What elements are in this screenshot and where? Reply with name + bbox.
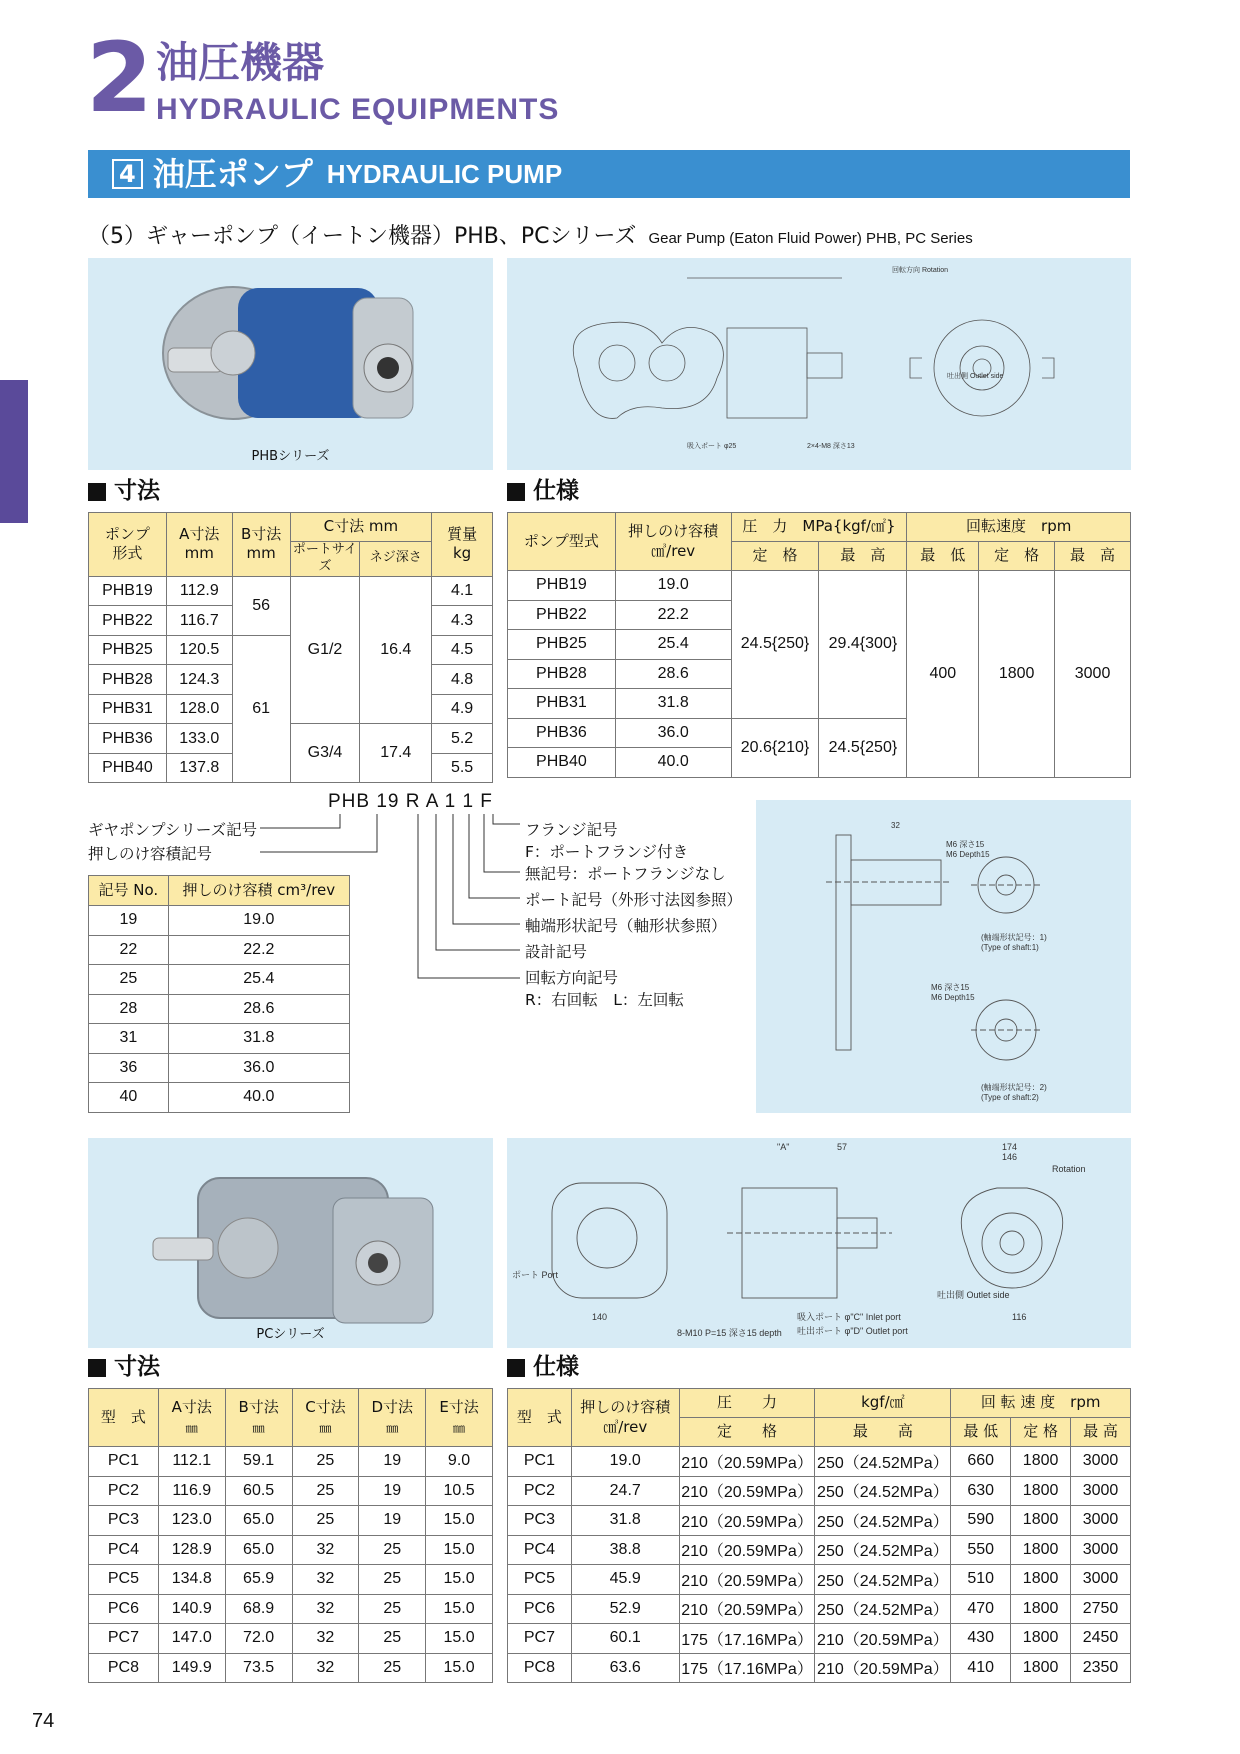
table-cell: 15.0 bbox=[426, 1594, 493, 1624]
table-cell: 175（17.16MPa） bbox=[679, 1624, 815, 1654]
section-number: 4 bbox=[112, 159, 143, 189]
table-cell: PC5 bbox=[508, 1565, 572, 1595]
table-cell: 25 bbox=[292, 1506, 359, 1536]
table-cell: 410 bbox=[951, 1653, 1011, 1683]
table-cell: 19.0 bbox=[615, 571, 731, 601]
phb-dim-col-a: A寸法 mm bbox=[166, 513, 232, 577]
subtitle-jp: （5）ギャーポンプ（イートン機器）PHB、PCシリーズ bbox=[88, 224, 637, 249]
table-cell: 128.0 bbox=[166, 694, 232, 724]
table-cell: 25 bbox=[359, 1565, 426, 1595]
table-row bbox=[89, 1624, 493, 1654]
table-cell: PC2 bbox=[508, 1476, 572, 1506]
table-cell: PC4 bbox=[508, 1535, 572, 1565]
shaft2-type-label: (軸端形状記号：2) bbox=[981, 1083, 1047, 1092]
table-cell: 3000 bbox=[1055, 571, 1131, 778]
table-cell: 15.0 bbox=[426, 1653, 493, 1683]
pc-photo-caption: PCシリーズ bbox=[256, 1327, 325, 1342]
section-title-en: HYDRAULIC PUMP bbox=[326, 159, 563, 189]
table-cell: 2350 bbox=[1071, 1653, 1131, 1683]
table-cell: 56 bbox=[232, 576, 290, 635]
table-cell: 28 bbox=[89, 994, 169, 1024]
table-cell: 210（20.59MPa） bbox=[679, 1535, 815, 1565]
table-cell: 10.5 bbox=[426, 1476, 493, 1506]
heading-square-icon bbox=[88, 483, 106, 501]
table-cell: PHB28 bbox=[89, 665, 167, 695]
table-cell: 32 bbox=[292, 1535, 359, 1565]
table-cell: 45.9 bbox=[571, 1565, 679, 1595]
table-cell: 32 bbox=[292, 1594, 359, 1624]
table-cell: 133.0 bbox=[166, 724, 232, 754]
table-row bbox=[508, 1506, 1131, 1536]
shaft-dimension-drawing bbox=[756, 800, 1131, 1113]
table-row bbox=[89, 1476, 493, 1506]
pc-pump-image bbox=[88, 1138, 493, 1348]
table-cell: PHB40 bbox=[89, 753, 167, 783]
phb-spec-heading: 仕様 bbox=[507, 480, 579, 503]
table-cell: 5.5 bbox=[432, 753, 493, 783]
pc-photo-panel bbox=[88, 1138, 493, 1348]
phb-dim-heading: 寸法 bbox=[88, 480, 160, 503]
table-cell: 52.9 bbox=[571, 1594, 679, 1624]
table-cell: 31.8 bbox=[168, 1024, 349, 1054]
table-cell: 19.0 bbox=[571, 1447, 679, 1477]
pc-spec-col-model: 型 式 bbox=[508, 1389, 572, 1447]
phb-photo-panel bbox=[88, 258, 493, 470]
table-cell: 250（24.52MPa） bbox=[815, 1447, 951, 1477]
pc-dimension-drawing bbox=[507, 1138, 1131, 1348]
table-cell: 124.3 bbox=[166, 665, 232, 695]
table-cell: PHB36 bbox=[89, 724, 167, 754]
code-table-col-disp: 押しのけ容積 cm³/rev bbox=[168, 876, 349, 906]
table-cell: 65.0 bbox=[225, 1535, 292, 1565]
table-cell: 590 bbox=[951, 1506, 1011, 1536]
table-cell: 1800 bbox=[1011, 1506, 1071, 1536]
table-cell: 3000 bbox=[1071, 1506, 1131, 1536]
table-cell: 25 bbox=[89, 965, 169, 995]
table-cell: 4.1 bbox=[432, 576, 493, 606]
code-label-series: ギヤポンプシリーズ記号 bbox=[88, 821, 258, 839]
table-cell: 140.9 bbox=[158, 1594, 225, 1624]
table-cell: 660 bbox=[951, 1447, 1011, 1477]
subtitle-en: Gear Pump (Eaton Fluid Power) PHB, PC Series bbox=[648, 230, 973, 247]
pc-inlet-label: 吸入ポート φ"C" Inlet port bbox=[797, 1312, 901, 1322]
phb-spec-col-max: 最 高 bbox=[819, 542, 907, 571]
phb-pump-image bbox=[88, 258, 493, 470]
table-row bbox=[508, 1535, 1131, 1565]
table-row bbox=[89, 1535, 493, 1565]
heading-square-icon bbox=[507, 1359, 525, 1377]
table-cell: 63.6 bbox=[571, 1653, 679, 1683]
table-cell: 250（24.52MPa） bbox=[815, 1565, 951, 1595]
table-cell: 1800 bbox=[1011, 1476, 1071, 1506]
shaft2-type-label-en: (Type of shaft:2) bbox=[981, 1093, 1039, 1102]
table-cell: 19 bbox=[359, 1476, 426, 1506]
table-cell: 112.9 bbox=[166, 576, 232, 606]
phb-dimension-drawing bbox=[507, 258, 1131, 470]
table-cell: 470 bbox=[951, 1594, 1011, 1624]
shaft2-tap-label-en: M6 Depth15 bbox=[931, 993, 975, 1002]
table-cell: 61 bbox=[232, 635, 290, 783]
table-cell: PC8 bbox=[508, 1653, 572, 1683]
series-subtitle bbox=[88, 226, 973, 248]
pc-dim-A: "A" bbox=[777, 1142, 790, 1152]
phb-photo-caption: PHBシリーズ bbox=[251, 449, 330, 464]
pc-bolt-label: 8-M10 P=15 深さ15 depth bbox=[677, 1328, 782, 1338]
table-cell: 149.9 bbox=[158, 1653, 225, 1683]
table-cell: 3000 bbox=[1071, 1565, 1131, 1595]
table-cell: 32 bbox=[292, 1653, 359, 1683]
pc-dim-col-e: E寸法 ㎜ bbox=[426, 1389, 493, 1447]
table-row bbox=[89, 1594, 493, 1624]
table-cell: PHB28 bbox=[508, 659, 616, 689]
table-cell: 31.8 bbox=[615, 689, 731, 719]
table-cell: 31.8 bbox=[571, 1506, 679, 1536]
table-cell: PC4 bbox=[89, 1535, 159, 1565]
phb-dim-col-model: ポンプ 形式 bbox=[89, 513, 167, 577]
table-cell: PC6 bbox=[89, 1594, 159, 1624]
table-cell: PHB22 bbox=[89, 606, 167, 636]
shaft-dim-32: 32 bbox=[891, 821, 900, 830]
table-cell: 15.0 bbox=[426, 1565, 493, 1595]
table-cell: 31 bbox=[89, 1024, 169, 1054]
table-cell: 40.0 bbox=[168, 1083, 349, 1113]
code-label-design: 設計記号 bbox=[525, 943, 588, 961]
pc-dim-heading: 寸法 bbox=[88, 1356, 160, 1379]
phb-spec-table bbox=[507, 512, 1131, 778]
table-row bbox=[89, 1565, 493, 1595]
table-cell: PC6 bbox=[508, 1594, 572, 1624]
chapter-title-jp: 油圧機器 bbox=[156, 38, 325, 87]
table-cell: 38.8 bbox=[571, 1535, 679, 1565]
code-label-displacement: 押しのけ容積記号 bbox=[88, 845, 213, 863]
table-cell: 2750 bbox=[1071, 1594, 1131, 1624]
table-cell: 510 bbox=[951, 1565, 1011, 1595]
model-code-string: PHB 19 R A 1 1 F bbox=[328, 791, 493, 812]
pc-rotation-label: Rotation bbox=[1052, 1164, 1086, 1174]
pc-spec-col-speed-rated: 定 格 bbox=[1011, 1418, 1071, 1447]
table-cell: 15.0 bbox=[426, 1624, 493, 1654]
table-cell: 25 bbox=[359, 1535, 426, 1565]
table-cell: PHB31 bbox=[508, 689, 616, 719]
table-cell: 400 bbox=[907, 571, 979, 778]
table-cell: PHB31 bbox=[89, 694, 167, 724]
table-cell: 175（17.16MPa） bbox=[679, 1653, 815, 1683]
table-cell: 28.6 bbox=[615, 659, 731, 689]
pc-spec-col-speed-max: 最 高 bbox=[1071, 1418, 1131, 1447]
table-row bbox=[89, 1506, 493, 1536]
shaft2-tap-label: M6 深さ15 bbox=[931, 983, 970, 992]
code-displacement-table bbox=[88, 875, 350, 1113]
phb-spec-col-disp: 押しのけ容積 ㎤/rev bbox=[615, 513, 731, 571]
table-cell: 22.2 bbox=[615, 600, 731, 630]
chapter-title-en: HYDRAULIC EQUIPMENTS bbox=[156, 93, 560, 126]
phb-spec-col-speed-max: 最 高 bbox=[1055, 542, 1131, 571]
section-title-jp: 油圧ポンプ bbox=[152, 155, 313, 193]
table-cell: 68.9 bbox=[225, 1594, 292, 1624]
table-cell: 24.7 bbox=[571, 1476, 679, 1506]
pc-dim-col-b: B寸法 ㎜ bbox=[225, 1389, 292, 1447]
table-cell: 65.0 bbox=[225, 1506, 292, 1536]
table-cell: 25 bbox=[292, 1447, 359, 1477]
phb-spec-col-speed: 回転速度 rpm bbox=[907, 513, 1131, 542]
table-cell: 123.0 bbox=[158, 1506, 225, 1536]
table-cell: 59.1 bbox=[225, 1447, 292, 1477]
table-cell: 120.5 bbox=[166, 635, 232, 665]
table-row bbox=[508, 1447, 1131, 1477]
table-cell: 1800 bbox=[1011, 1447, 1071, 1477]
phb-dim-col-c: C寸法 mm bbox=[290, 513, 432, 542]
table-cell: 4.8 bbox=[432, 665, 493, 695]
table-cell: 25 bbox=[359, 1653, 426, 1683]
table-cell: 40.0 bbox=[615, 748, 731, 778]
phb-drawing-inlet-label: 吸入ポート φ25 bbox=[687, 443, 737, 450]
phb-drawing-rotation-label: 回転方向 Rotation bbox=[892, 267, 949, 274]
code-label-flange: フランジ記号 bbox=[525, 821, 618, 839]
pc-drawing-panel bbox=[507, 1138, 1131, 1348]
table-cell: 210（20.59MPa） bbox=[679, 1506, 815, 1536]
table-cell: 25.4 bbox=[168, 965, 349, 995]
pc-dim-col-a: A寸法 ㎜ bbox=[158, 1389, 225, 1447]
pc-spec-col-rated: 定 格 bbox=[679, 1418, 815, 1447]
pc-port-label: ポート Port bbox=[512, 1270, 559, 1280]
table-cell: 1800 bbox=[1011, 1565, 1071, 1595]
phb-spec-col-speed-rated: 定 格 bbox=[979, 542, 1055, 571]
pc-spec-col-speed-min: 最 低 bbox=[951, 1418, 1011, 1447]
table-cell: 4.3 bbox=[432, 606, 493, 636]
table-cell: PHB36 bbox=[508, 718, 616, 748]
code-label-rotation-values: R：右回転 L：左回転 bbox=[525, 991, 684, 1009]
phb-drawing-outlet-label: 吐出側 Outlet side bbox=[947, 373, 1004, 380]
table-cell: PC7 bbox=[89, 1624, 159, 1654]
table-cell: 72.0 bbox=[225, 1624, 292, 1654]
pc-dim-116: 116 bbox=[1012, 1312, 1027, 1322]
table-cell: 210（20.59MPa） bbox=[815, 1653, 951, 1683]
phb-spec-col-pressure: 圧 力 MPa{kgf/㎠} bbox=[731, 513, 907, 542]
phb-dim-col-port: ポートサイズ bbox=[290, 542, 360, 577]
table-cell: 9.0 bbox=[426, 1447, 493, 1477]
table-cell: 5.2 bbox=[432, 724, 493, 754]
table-cell: G1/2 bbox=[290, 576, 360, 724]
code-label-port: ポート記号（外形寸法図参照） bbox=[525, 891, 743, 909]
table-cell: 17.4 bbox=[360, 724, 432, 783]
table-cell: 24.5{250} bbox=[731, 571, 819, 719]
table-cell: 250（24.52MPa） bbox=[815, 1476, 951, 1506]
table-cell: PC7 bbox=[508, 1624, 572, 1654]
table-cell: 3000 bbox=[1071, 1535, 1131, 1565]
code-label-shaft: 軸端形状記号（軸形状参照） bbox=[525, 917, 727, 935]
table-cell: 250（24.52MPa） bbox=[815, 1594, 951, 1624]
table-row bbox=[508, 1476, 1131, 1506]
table-cell: 22 bbox=[89, 935, 169, 965]
table-cell: PC3 bbox=[89, 1506, 159, 1536]
table-cell: 16.4 bbox=[360, 576, 432, 724]
table-cell: PC5 bbox=[89, 1565, 159, 1595]
table-cell: PHB22 bbox=[508, 600, 616, 630]
pc-dim-col-d: D寸法 ㎜ bbox=[359, 1389, 426, 1447]
code-table-col-no: 記号 No. bbox=[89, 876, 169, 906]
table-cell: 19 bbox=[359, 1447, 426, 1477]
phb-drawing-bolt-label: 2×4-M8 深さ13 bbox=[807, 443, 855, 450]
table-cell: 550 bbox=[951, 1535, 1011, 1565]
table-cell: 65.9 bbox=[225, 1565, 292, 1595]
code-label-rotation: 回転方向記号 bbox=[525, 969, 619, 987]
table-cell: 15.0 bbox=[426, 1535, 493, 1565]
table-cell: 20.6{210} bbox=[731, 718, 819, 777]
phb-dim-col-b: B寸法 mm bbox=[232, 513, 290, 577]
table-cell: 60.1 bbox=[571, 1624, 679, 1654]
table-cell: 32 bbox=[292, 1624, 359, 1654]
table-cell: PHB25 bbox=[508, 630, 616, 660]
phb-dimension-table bbox=[88, 512, 493, 783]
table-cell: 40 bbox=[89, 1083, 169, 1113]
table-cell: 210（20.59MPa） bbox=[679, 1594, 815, 1624]
table-row bbox=[89, 1447, 493, 1477]
pc-dim-174: 174 bbox=[1002, 1142, 1018, 1152]
pc-spec-col-unit: kgf/㎠ bbox=[815, 1389, 951, 1418]
table-cell: 24.5{250} bbox=[819, 718, 907, 777]
table-cell: 28.6 bbox=[168, 994, 349, 1024]
table-cell: 36.0 bbox=[615, 718, 731, 748]
table-cell: 116.7 bbox=[166, 606, 232, 636]
table-cell: 112.1 bbox=[158, 1447, 225, 1477]
table-cell: 210（20.59MPa） bbox=[679, 1476, 815, 1506]
table-cell: PC1 bbox=[508, 1447, 572, 1477]
table-row bbox=[508, 1565, 1131, 1595]
table-cell: 630 bbox=[951, 1476, 1011, 1506]
table-cell: 1800 bbox=[1011, 1594, 1071, 1624]
table-cell: 147.0 bbox=[158, 1624, 225, 1654]
table-cell: PC1 bbox=[89, 1447, 159, 1477]
table-cell: 25 bbox=[359, 1624, 426, 1654]
table-cell: 19.0 bbox=[168, 906, 349, 936]
table-cell: 1800 bbox=[1011, 1624, 1071, 1654]
shaft1-type-label-en: (Type of shaft:1) bbox=[981, 943, 1039, 952]
table-cell: PHB19 bbox=[508, 571, 616, 601]
table-cell: 19 bbox=[89, 906, 169, 936]
table-cell: PC2 bbox=[89, 1476, 159, 1506]
table-cell: 22.2 bbox=[168, 935, 349, 965]
pc-outlet-label: 吐出ポート φ"D" Outlet port bbox=[797, 1326, 908, 1336]
table-cell: 25.4 bbox=[615, 630, 731, 660]
table-cell: 430 bbox=[951, 1624, 1011, 1654]
table-cell: 29.4{300} bbox=[819, 571, 907, 719]
table-cell: PC8 bbox=[89, 1653, 159, 1683]
table-cell: 3000 bbox=[1071, 1447, 1131, 1477]
pc-dimension-table bbox=[88, 1388, 493, 1683]
table-cell: 73.5 bbox=[225, 1653, 292, 1683]
table-cell: PHB19 bbox=[89, 576, 167, 606]
pc-outlet-side-label: 吐出側 Outlet side bbox=[937, 1290, 1010, 1300]
table-cell: 210（20.59MPa） bbox=[815, 1624, 951, 1654]
code-label-flange-f: F：ポートフランジ付き bbox=[525, 843, 689, 861]
table-cell: 15.0 bbox=[426, 1506, 493, 1536]
pc-dim-140: 140 bbox=[592, 1312, 608, 1322]
pc-spec-heading: 仕様 bbox=[507, 1356, 579, 1379]
table-cell: 210（20.59MPa） bbox=[679, 1447, 815, 1477]
heading-square-icon bbox=[507, 483, 525, 501]
table-cell: 1800 bbox=[979, 571, 1055, 778]
shaft1-type-label: (軸端形状記号：1) bbox=[981, 933, 1047, 942]
code-label-flange-none: 無記号：ポートフランジなし bbox=[525, 865, 726, 883]
pc-spec-col-disp: 押しのけ容積 ㎤/rev bbox=[571, 1389, 679, 1447]
phb-dim-col-mass: 質量 kg bbox=[432, 513, 493, 577]
pc-spec-col-max: 最 高 bbox=[815, 1418, 951, 1447]
table-cell: 25 bbox=[292, 1476, 359, 1506]
table-cell: PC3 bbox=[508, 1506, 572, 1536]
table-cell: 25 bbox=[359, 1594, 426, 1624]
pc-dim-57: 57 bbox=[837, 1142, 848, 1152]
pc-spec-col-speed: 回 転 速 度 rpm bbox=[951, 1389, 1131, 1418]
shaft-drawing-panel bbox=[756, 800, 1131, 1113]
table-cell: 36.0 bbox=[168, 1053, 349, 1083]
shaft1-tap-label: M6 深さ15 bbox=[946, 840, 985, 849]
page-number: 74 bbox=[32, 1710, 55, 1732]
table-row bbox=[508, 1624, 1131, 1654]
shaft1-tap-label-en: M6 Depth15 bbox=[946, 850, 990, 859]
pc-spec-table bbox=[507, 1388, 1131, 1683]
table-cell: 210（20.59MPa） bbox=[679, 1565, 815, 1595]
table-cell: 2450 bbox=[1071, 1624, 1131, 1654]
table-cell: G3/4 bbox=[290, 724, 360, 783]
table-cell: 32 bbox=[292, 1565, 359, 1595]
pc-dim-col-c: C寸法 ㎜ bbox=[292, 1389, 359, 1447]
table-cell: PHB40 bbox=[508, 748, 616, 778]
table-cell: 134.8 bbox=[158, 1565, 225, 1595]
table-cell: 36 bbox=[89, 1053, 169, 1083]
phb-drawing-panel bbox=[507, 258, 1131, 470]
table-cell: 60.5 bbox=[225, 1476, 292, 1506]
table-cell: 4.9 bbox=[432, 694, 493, 724]
table-cell: 137.8 bbox=[166, 753, 232, 783]
phb-spec-col-rated: 定 格 bbox=[731, 542, 819, 571]
pc-spec-col-pressure: 圧 力 bbox=[679, 1389, 815, 1418]
table-row bbox=[508, 1594, 1131, 1624]
table-cell: 250（24.52MPa） bbox=[815, 1506, 951, 1536]
table-cell: 1800 bbox=[1011, 1535, 1071, 1565]
phb-spec-col-model: ポンプ型式 bbox=[508, 513, 616, 571]
pc-dim-146: 146 bbox=[1002, 1152, 1018, 1162]
section-header-bar bbox=[88, 150, 1130, 198]
chapter-number: 2 bbox=[86, 22, 149, 134]
table-cell: 3000 bbox=[1071, 1476, 1131, 1506]
chapter-side-tab bbox=[0, 380, 28, 523]
table-cell: 250（24.52MPa） bbox=[815, 1535, 951, 1565]
table-cell: 4.5 bbox=[432, 635, 493, 665]
phb-spec-col-speed-min: 最 低 bbox=[907, 542, 979, 571]
table-cell: 19 bbox=[359, 1506, 426, 1536]
table-cell: 1800 bbox=[1011, 1653, 1071, 1683]
heading-square-icon bbox=[88, 1359, 106, 1377]
table-cell: 116.9 bbox=[158, 1476, 225, 1506]
table-cell: 128.9 bbox=[158, 1535, 225, 1565]
pc-dim-col-model: 型 式 bbox=[89, 1389, 159, 1447]
table-row bbox=[508, 1653, 1131, 1683]
table-cell: PHB25 bbox=[89, 635, 167, 665]
table-row bbox=[89, 1653, 493, 1683]
phb-dim-col-thread: ネジ深さ bbox=[360, 542, 432, 577]
